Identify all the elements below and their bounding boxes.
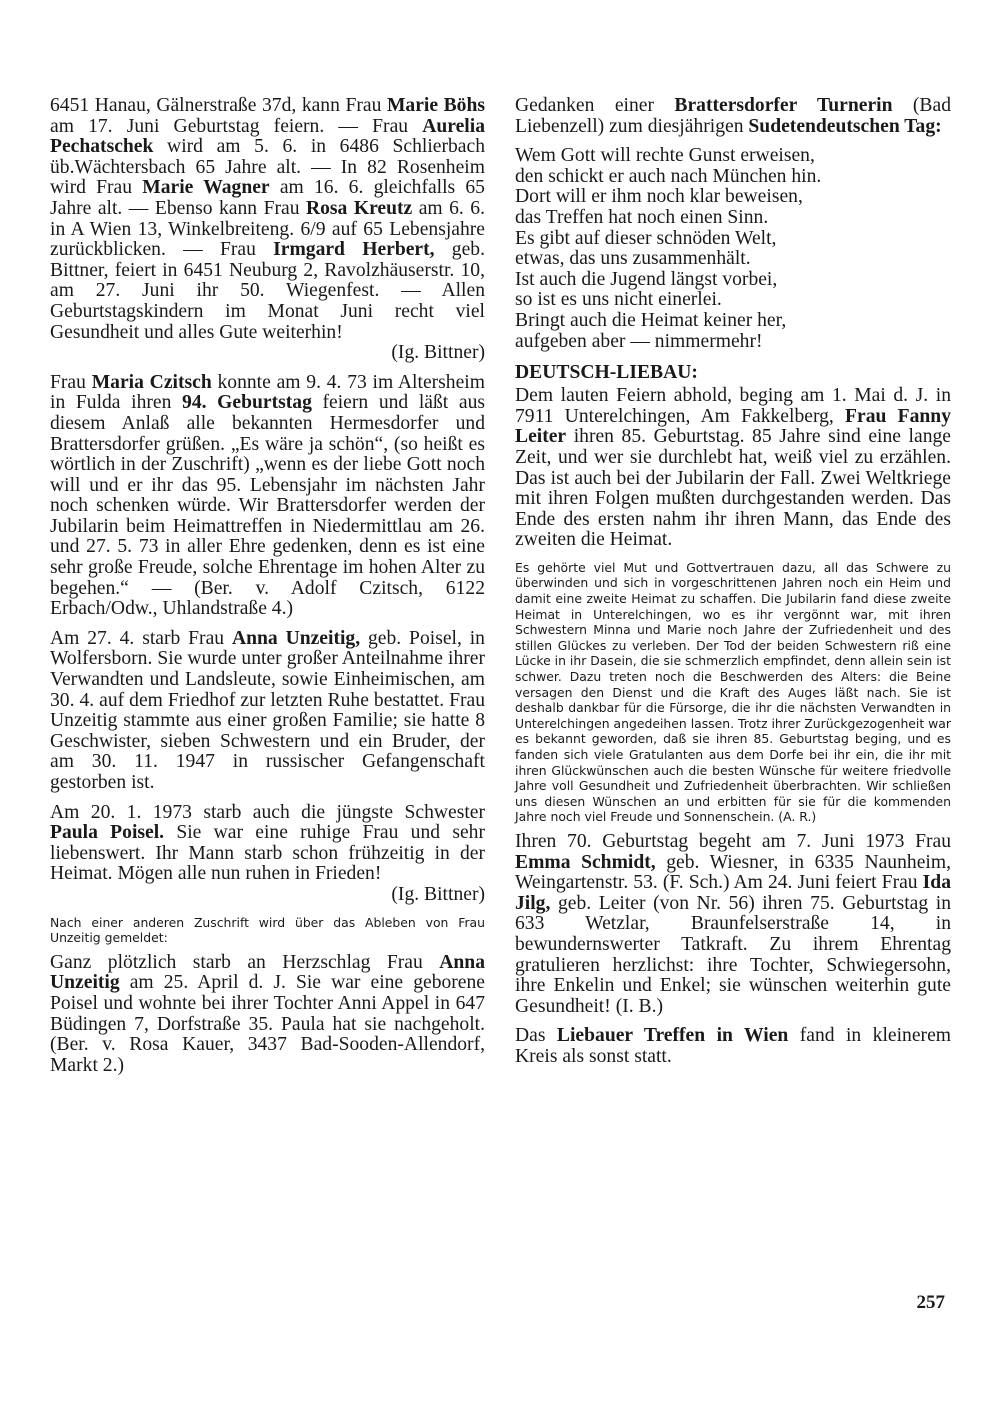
poem-line: Dort will er ihm noch klar beweisen, [515, 186, 803, 208]
poem-line: den schickt er auch nach München hin. [515, 165, 822, 187]
poem-line: so ist es uns nicht einerlei. [515, 289, 722, 311]
poem-line: Ist auch die Jugend längst vorbei, [515, 268, 778, 290]
poisel-obituary-paragraph: Am 20. 1. 1973 starb auch die jüngste Schwester Paula Poisel. Sie war eine ruhige Frau und sehr liebenswert. Ihr Mann starb schon frühzeitig in der Heimat. Mögen alle nun ruhen in Frieden! (Ig. Bittner) [50, 801, 485, 905]
poem-line: Wem Gott will rechte Gunst erweisen, [515, 145, 815, 167]
unzeitig-report-paragraph: Ganz plötzlich starb an Herzschlag Frau Anna Unzeitig am 25. April d. J. Sie war eine geborene Poisel und wohnte bei ihrer Tochter Anni Appel in 647 Büdingen 7, Dorfstraße 35. Paula hat sie nachgeholt. (Ber. v. Rosa Kauer, 3437 Bad-Sooden-Allendorf, Markt 2.) [50, 951, 485, 1076]
poem-line: aufgeben aber — nimmermehr! [515, 330, 763, 352]
author-signature: (Ig. Bittner) [391, 883, 485, 905]
leiter-small-paragraph: Es gehörte viel Mut und Gottvertrauen dazu, all das Schwere zu überwinden und sich in vorgeschrittenen Jahren noch ein Heim und damit eine zweite Heimat zu schaffen. Die Jubilarin fand diese zweite Heimat in Unterelchingen, wo es ihr vergönnt war, mit ihren Schwestern Minna und Marie noch Jahre der Zufriedenheit und des stillen Glückes zu verleben. Der Tod der beiden Schwestern riß eine Lücke in ihr Dasein, die sie schmerzlich empfindet, denn allein sein ist schwer. Dazu treten noch die Beschwerden des Alters: die Beine versagen den Dienst und die Kraft des Auges läßt nach. Sie ist deshalb dankbar für die Fürsorge, die ihr die nächsten Verwandten in Unterelchingen angedeihen lassen. Trotz ihrer Zurückgezogenheit war es bekannt geworden, daß sie ihren 85. Geburtstag beging, und es fanden sich viele Gratulanten aus dem Dorfe bei ihr ein, die ihr mit ihren Glückwünschen auch die besten Wünsche für weitere friedvolle Jahre voll Gesundheit und Zufriedenheit überbrachten. Wir schließen uns diesen Wünschen an und erbitten für sie für die kommenden Jahre noch viel Freude und Sonnenschein. (A. R.) [515, 559, 951, 825]
czitsch-paragraph: Frau Maria Czitsch konnte am 9. 4. 73 im Altersheim in Fulda ihren 94. Geburtstag feiern und läßt aus diesem Anlaß alle bekannten Hermesdorfer und Brattersdorfer grüßen. „Es wäre ja schön“, (so heißt es wörtlich in der Zuschrift) „wenn es der liebe Gott noch will und er ihr das 95. Lebensjahr im nächsten Jahr noch schenken würde. Wir Brattersdorfer werden der Jubilarin beim Heimattreffen in Niedermittlau am 26. und 27. 5. 73 in aller Ehre gedenken, denn es ist eine sehr große Freude, solche Ehrentage im hohen Alter zu begehen.“ — (Ber. v. Adolf Czitsch, 6122 Erbach/Odw., Uhlandstraße 4.) [50, 371, 485, 620]
vienna-meeting-paragraph: Das Liebauer Treffen in Wien fand in kleinerem Kreis als sonst statt. [515, 1025, 952, 1067]
poem-line: Es gibt auf dieser schnöden Welt, [515, 227, 777, 249]
right-column [515, 96, 951, 1077]
editorial-note: Nach einer anderen Zuschrift wird über das Ableben von Frau Unzeitig gemeldet: [50, 914, 485, 946]
left-column [50, 96, 485, 1085]
poem-line: Bringt auch die Heimat keiner her, [515, 309, 787, 331]
birthday-paragraph: Ihren 70. Geburtstag begeht am 7. Juni 1973 Frau Emma Schmidt, geb. Wiesner, in 6335 Naunheim, Weingartenstr. 53. (F. Sch.) Am 24. Juni feiert Frau Ida Jilg, geb. Leiter (von Nr. 56) ihren 75. Geburtstag in 633 Wetzlar, Braunfelserstraße 14, in bewundernswerter Tatkraft. Zu ihrem Ehrentag gratulieren herzlichst: ihre Tochter, Schwiegersohn, ihre Enkelin und Enkel; sie wünschen weiterhin gute Gesundheit! (I. B.) [515, 830, 951, 1017]
poem-intro: Gedanken einer Brattersdorfer Turnerin (Bad Liebenzell) zum diesjährigen Sudetendeutschen Tag: [515, 95, 951, 137]
poem [515, 146, 951, 352]
author-signature: (Ig. Bittner) [391, 342, 485, 364]
author-signature: (I. B.) [615, 995, 664, 1017]
birthday-notices-paragraph: 6451 Hanau, Gälnerstraße 37d, kann Frau Marie Böhs am 17. Juni Geburtstag feiern. — Frau Aurelia Pechatschek wird am 5. 6. in 6486 Schlierbach üb.Wächtersbach 65 Jahre alt. — In 82 Rosenheim wird Frau Marie Wagner am 16. 6. gleichfalls 65 Jahre alt. — Ebenso kann Frau Rosa Kreutz am 6. 6. in A Wien 13, Winkelbreiteng. 6/9 auf 65 Lebensjahre zurückblicken. — Frau Irmgard Herbert, geb. Bittner, feiert in 6451 Neuburg 2, Ravolzhäuserstr. 10, am 27. Juni ihr 50. Wiegenfest. — Allen Geburtstagskindern im Monat Juni recht viel Gesundheit und alles Gute weiterhin! (Ig. Bittner) [50, 95, 486, 364]
page-number: 257 [916, 1292, 945, 1313]
poem-line: etwas, das uns zusammenhält. [515, 248, 751, 270]
leiter-paragraph: Dem lauten Feiern abhold, beging am 1. Mai d. J. in 7911 Unterelchingen, Am Fakkelberg, Frau Fanny Leiter ihren 85. Geburtstag. 85 Jahre sind eine lange Zeit, und wer sie durchlebt hat, weiß viel zu erzählen. Das ist auch bei der Jubilarin der Fall. Zwei Weltkriege mit ihren Folgen mußten durchgestanden werden. Das Ende des ersten nahm ihr ihren Mann, das Ende des zweiten die Heimat. [515, 385, 951, 551]
unzeitig-obituary-paragraph: Am 27. 4. starb Frau Anna Unzeitig, geb. Poisel, in Wolfersborn. Sie wurde unter großer Anteilnahme ihrer Verwandten und Landsleute, sowie Einheimischen, am 30. 4. auf dem Friedhof zur letzten Ruhe bestattet. Frau Unzeitig stammte aus einer großen Familie; sie hatte 8 Geschwister, sieben Schwestern und ein Bruder, der am 30. 11. 1947 in russischer Gefangenschaft gestorben ist. [50, 627, 485, 793]
section-heading: DEUTSCH-LIEBAU: [515, 362, 698, 384]
poem-line: das Treffen hat noch einen Sinn. [515, 206, 769, 228]
